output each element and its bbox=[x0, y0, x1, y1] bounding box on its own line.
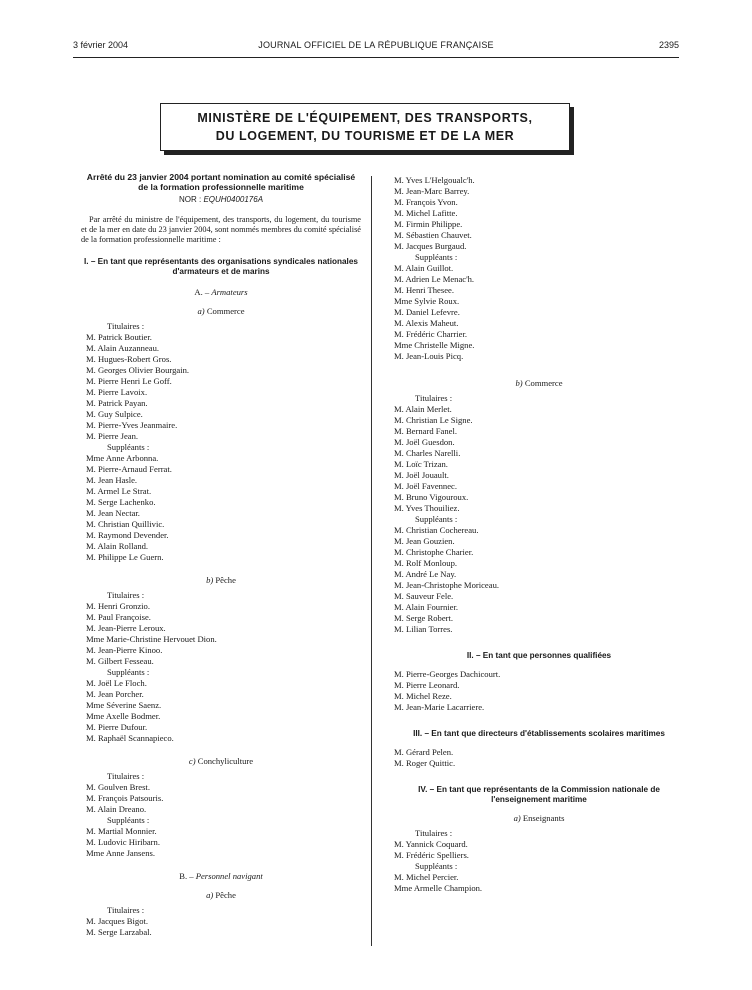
member-name: M. Serge Robert. bbox=[394, 613, 454, 623]
role-label: Suppléants : bbox=[415, 861, 458, 871]
member-name: M. Serge Lachenko. bbox=[86, 497, 156, 507]
member-name: M. Christian Cochereau. bbox=[394, 525, 479, 535]
page-header bbox=[73, 40, 679, 54]
member-name: Mme Séverine Saenz. bbox=[86, 700, 162, 710]
subsection-title: Conchyliculture bbox=[197, 756, 254, 766]
armateurs-peche-titulaires bbox=[81, 601, 361, 667]
member-name: M. Firmin Philippe. bbox=[394, 219, 463, 229]
navigant-commerce-heading bbox=[389, 378, 689, 389]
navigant-peche-heading bbox=[81, 890, 361, 901]
member-name: M. Serge Larzabal. bbox=[86, 927, 152, 937]
subsection-title: Commerce bbox=[206, 306, 245, 316]
member-name: M. Pierre Lavoix. bbox=[86, 387, 148, 397]
member-name: M. Joël Guesdon. bbox=[394, 437, 455, 447]
member-name: M. Jean-Christophe Moriceau. bbox=[394, 580, 500, 590]
member-name: Mme Axelle Bodmer. bbox=[86, 711, 161, 721]
member-name: M. Patrick Boutier. bbox=[86, 332, 152, 342]
section-2-title: II. – En tant que personnes qualifiées bbox=[466, 651, 612, 660]
column-divider bbox=[371, 176, 372, 946]
member-name: M. Charles Narelli. bbox=[394, 448, 461, 458]
member-name: M. Michel Lafitte. bbox=[394, 208, 458, 218]
nor-reference bbox=[81, 194, 361, 205]
role-label: Suppléants : bbox=[107, 442, 150, 452]
member-name: M. Henri Thesee. bbox=[394, 285, 454, 295]
member-name: M. Michel Percier. bbox=[394, 872, 459, 882]
member-name: M. Goulven Brest. bbox=[86, 782, 150, 792]
enseignants-titulaires bbox=[389, 839, 689, 861]
left-column bbox=[81, 172, 361, 938]
subsection-label: a) bbox=[197, 306, 205, 316]
member-name: Mme Sylvie Roux. bbox=[394, 296, 460, 306]
subsection-title: Pêche bbox=[215, 890, 236, 900]
armateurs-peche-heading bbox=[81, 575, 361, 586]
member-name: M. Raphaël Scannapieco. bbox=[86, 733, 174, 743]
member-name: M. Jean Nectar. bbox=[86, 508, 140, 518]
nor-label: NOR : bbox=[178, 195, 202, 204]
member-name: M. Georges Olivier Bourgain. bbox=[86, 365, 190, 375]
member-name: M. Frédéric Charrier. bbox=[394, 329, 468, 339]
role-label: Titulaires : bbox=[415, 393, 453, 403]
member-name: M. Joël Le Floch. bbox=[86, 678, 147, 688]
member-name: M. Yannick Coquard. bbox=[394, 839, 468, 849]
subsection-label: b) bbox=[206, 575, 214, 585]
member-name: M. Alexis Maheut. bbox=[394, 318, 459, 328]
ministry-banner bbox=[160, 103, 570, 151]
header-rule bbox=[73, 57, 679, 58]
member-name: M. Roger Quittic. bbox=[394, 758, 456, 768]
member-name: M. Joël Favennec. bbox=[394, 481, 458, 491]
member-name: M. Guy Sulpice. bbox=[86, 409, 143, 419]
section-1b-title: Personnel navigant bbox=[195, 871, 263, 881]
page-number: 2395 bbox=[658, 40, 679, 50]
role-label: Titulaires : bbox=[107, 905, 145, 915]
member-name: M. Patrick Payan. bbox=[86, 398, 148, 408]
enseignants-heading bbox=[389, 813, 689, 824]
conchyliculture-titulaires bbox=[81, 782, 361, 815]
member-name: M. Sébastien Chauvet. bbox=[394, 230, 472, 240]
member-name: M. Pierre Leonard. bbox=[394, 680, 460, 690]
member-name: M. Pierre Jean. bbox=[86, 431, 139, 441]
member-name: M. Hugues-Robert Gros. bbox=[86, 354, 172, 364]
member-name: M. Henri Gronzio. bbox=[86, 601, 150, 611]
member-name: M. Adrien Le Menac'h. bbox=[394, 274, 475, 284]
role-label: Titulaires : bbox=[107, 771, 145, 781]
armateurs-conchyliculture-heading bbox=[81, 756, 361, 767]
section-1b-label: B. – bbox=[179, 871, 194, 881]
section-1a-heading bbox=[81, 287, 361, 298]
subsection-label: b) bbox=[515, 378, 523, 388]
subsection-title: Pêche bbox=[215, 575, 236, 585]
member-name: M. Lilian Torres. bbox=[394, 624, 453, 634]
nor-code: EQUH0400176A bbox=[203, 195, 264, 204]
ministry-line-2: DU LOGEMENT, DU TOURISME ET DE LA MER bbox=[215, 129, 515, 143]
member-name: M. Jean Hasle. bbox=[86, 475, 138, 485]
role-label: Titulaires : bbox=[415, 828, 453, 838]
member-name: M. Loïc Trizan. bbox=[394, 459, 448, 469]
member-name: M. Jean Gouzien. bbox=[394, 536, 455, 546]
member-name: M. Gérard Pelen. bbox=[394, 747, 454, 757]
member-name: M. Jean-Pierre Leroux. bbox=[86, 623, 166, 633]
navigant-peche-titulaires-right bbox=[389, 175, 689, 252]
member-name: Mme Armelle Champion. bbox=[394, 883, 483, 893]
personnes-qualifiees bbox=[389, 669, 689, 713]
member-name: M. Alain Rolland. bbox=[86, 541, 149, 551]
member-name: M. Jacques Burgaud. bbox=[394, 241, 467, 251]
member-name: M. Martial Monnier. bbox=[86, 826, 157, 836]
subsection-label: a) bbox=[206, 890, 214, 900]
member-name: M. Joël Jouault. bbox=[394, 470, 449, 480]
enseignants-suppleants bbox=[389, 872, 689, 894]
navigant-commerce-suppleants bbox=[389, 525, 689, 635]
section-1a-label: A. – bbox=[194, 287, 210, 297]
arrete-title: Arrêté du 23 janvier 2004 portant nomination au comité spécialisé de la formation professionnelle maritime bbox=[86, 172, 356, 192]
conchyliculture-suppleants bbox=[81, 826, 361, 859]
member-name: M. Raymond Devender. bbox=[86, 530, 169, 540]
member-name: M. Alain Fournier. bbox=[394, 602, 458, 612]
member-name: M. Rolf Monloup. bbox=[394, 558, 458, 568]
member-name: M. Alain Merlet. bbox=[394, 404, 452, 414]
subsection-label: c) bbox=[188, 756, 196, 766]
member-name: M. François Patsouris. bbox=[86, 793, 164, 803]
role-label: Suppléants : bbox=[107, 667, 150, 677]
section-1a-title: Armateurs bbox=[211, 287, 248, 297]
member-name: M. Pierre Henri Le Goff. bbox=[86, 376, 172, 386]
member-name: M. Daniel Lefevre. bbox=[394, 307, 460, 317]
subsection-title: Commerce bbox=[524, 378, 563, 388]
member-name: Mme Christelle Migne. bbox=[394, 340, 475, 350]
role-label: Suppléants : bbox=[107, 815, 150, 825]
member-name: M. Pierre-Arnaud Ferrat. bbox=[86, 464, 172, 474]
role-label: Titulaires : bbox=[107, 590, 145, 600]
member-name: M. François Yvon. bbox=[394, 197, 458, 207]
member-name: M. André Le Nay. bbox=[394, 569, 457, 579]
member-name: M. Alain Dreano. bbox=[86, 804, 147, 814]
section-3-title: III. – En tant que directeurs d'établissements scolaires maritimes bbox=[413, 729, 665, 738]
ministry-line-1: MINISTÈRE DE L'ÉQUIPEMENT, DES TRANSPORTS, bbox=[197, 111, 533, 125]
role-label: Titulaires : bbox=[107, 321, 145, 331]
member-name: M. Jacques Bigot. bbox=[86, 916, 149, 926]
role-label: Suppléants : bbox=[415, 252, 458, 262]
member-name: M. Jean-Louis Picq. bbox=[394, 351, 464, 361]
navigant-peche-titulaires-left bbox=[81, 916, 361, 938]
member-name: M. Alain Auzanneau. bbox=[86, 343, 160, 353]
armateurs-commerce-titulaires bbox=[81, 332, 361, 442]
member-name: M. Paul Françoise. bbox=[86, 612, 151, 622]
navigant-peche-suppleants bbox=[389, 263, 689, 362]
member-name: Mme Anne Jansens. bbox=[86, 848, 155, 858]
member-name: Mme Marie-Christine Hervouet Dion. bbox=[86, 634, 217, 644]
member-name: M. Alain Guillot. bbox=[394, 263, 454, 273]
member-name: M. Armel Le Strat. bbox=[86, 486, 152, 496]
member-name: M. Pierre-Georges Dachicourt. bbox=[394, 669, 501, 679]
member-name: M. Pierre Dufour. bbox=[86, 722, 148, 732]
member-name: M. Gilbert Fesseau. bbox=[86, 656, 154, 666]
subsection-title: Enseignants bbox=[522, 813, 565, 823]
armateurs-peche-suppleants bbox=[81, 678, 361, 744]
member-name: M. Christian Quillivic. bbox=[86, 519, 165, 529]
arrete-intro: Par arrêté du ministre de l'équipement, des transports, du logement, du tourisme et de la mer en date du 23 janvier 2004, sont nommés membres du comité spécialisé de la formation professionnelle maritime : bbox=[81, 215, 361, 244]
member-name: M. Jean-Marie Lacarriere. bbox=[394, 702, 485, 712]
member-name: M. Sauveur Fele. bbox=[394, 591, 454, 601]
subsection-label: a) bbox=[513, 813, 521, 823]
member-name: M. Pierre-Yves Jeanmaire. bbox=[86, 420, 178, 430]
member-name: M. Philippe Le Guern. bbox=[86, 552, 164, 562]
member-name: M. Jean-Pierre Kinoo. bbox=[86, 645, 163, 655]
journal-title: JOURNAL OFFICIEL DE LA RÉPUBLIQUE FRANÇAISE bbox=[258, 40, 494, 50]
issue-date: 3 février 2004 bbox=[73, 40, 129, 50]
armateurs-commerce-suppleants bbox=[81, 453, 361, 563]
member-name: M. Frédéric Spelliers. bbox=[394, 850, 469, 860]
member-name: M. Jean-Marc Barrey. bbox=[394, 186, 470, 196]
section-1b-heading bbox=[81, 871, 361, 882]
section-1-title: I. – En tant que représentants des organisations syndicales nationales d'armateurs et de marins bbox=[84, 257, 358, 276]
member-name: M. Ludovic Hiribarn. bbox=[86, 837, 160, 847]
banner-box bbox=[160, 103, 570, 151]
member-name: M. Michel Reze. bbox=[394, 691, 452, 701]
member-name: M. Bruno Vigouroux. bbox=[394, 492, 469, 502]
member-name: M. Yves Thouiliez. bbox=[394, 503, 460, 513]
armateurs-commerce-heading bbox=[81, 306, 361, 317]
directeurs-etablissements bbox=[389, 747, 689, 769]
member-name: M. Christophe Charier. bbox=[394, 547, 474, 557]
member-name: M. Bernard Fanel. bbox=[394, 426, 458, 436]
role-label: Suppléants : bbox=[415, 514, 458, 524]
navigant-commerce-titulaires bbox=[389, 404, 689, 514]
member-name: M. Christian Le Signe. bbox=[394, 415, 473, 425]
member-name: M. Jean Porcher. bbox=[86, 689, 144, 699]
section-4-title: IV. – En tant que représentants de la Commission nationale de l'enseignement maritime bbox=[418, 785, 660, 804]
right-column bbox=[389, 175, 689, 894]
member-name: M. Yves L'Helgoualc'h. bbox=[394, 175, 475, 185]
member-name: Mme Anne Arbonna. bbox=[86, 453, 159, 463]
